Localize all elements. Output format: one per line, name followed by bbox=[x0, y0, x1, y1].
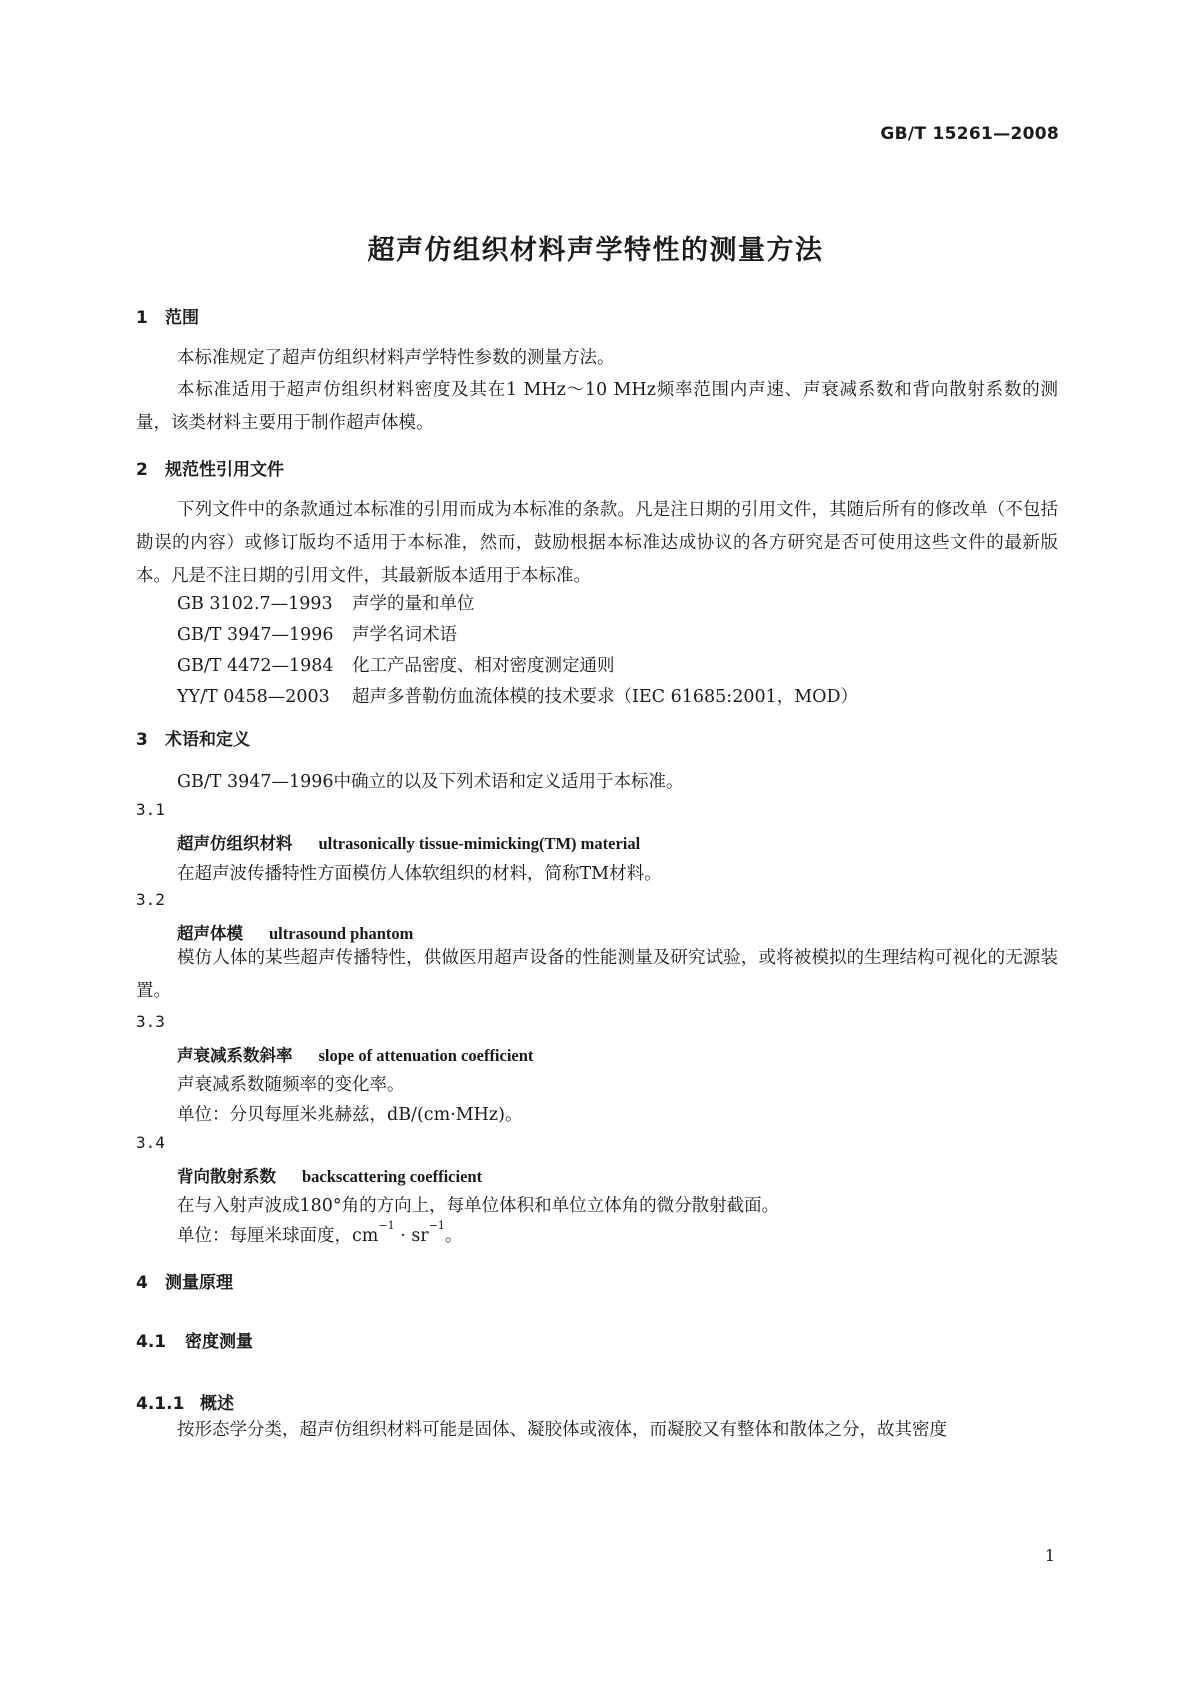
section-1-paragraph-2: 本标准适用于超声仿组织材料密度及其在1 MHz～10 MHz频率范围内声速、声衰减系数和背向散射系数的测量，该类材料主要用于制作超声体模。 bbox=[136, 380, 1058, 433]
subsection-title: 概述 bbox=[200, 1394, 234, 1414]
reference-title: 超声多普勒仿血流体模的技术要求（IEC 61685:2001，MOD） bbox=[352, 687, 859, 707]
section-4-heading bbox=[136, 1268, 233, 1293]
term-en: ultrasound phantom bbox=[269, 924, 414, 943]
section-number: 4 bbox=[136, 1273, 148, 1293]
term-zh: 超声仿组织材料 bbox=[177, 834, 293, 853]
section-title: 测量原理 bbox=[165, 1273, 233, 1293]
term-number: 3.1 bbox=[136, 800, 165, 819]
subsection-number: 4.1.1 bbox=[136, 1394, 185, 1414]
term-definition: 在与入射声波成180°角的方向上，每单位体积和单位立体角的微分散射截面。 bbox=[177, 1196, 780, 1216]
reference-code: GB/T 3947—1996 bbox=[177, 625, 334, 645]
term-definition: 声衰减系数随频率的变化率。 bbox=[177, 1075, 405, 1095]
section-number: 1 bbox=[136, 308, 148, 328]
term-definition: 在超声波传播特性方面模仿人体软组织的材料，简称TM材料。 bbox=[177, 864, 662, 884]
section-4-paragraph: 按形态学分类，超声仿组织材料可能是固体、凝胶体或液体，而凝胶又有整体和散体之分，故其密度 bbox=[177, 1420, 947, 1440]
term-number: 3.3 bbox=[136, 1012, 165, 1031]
term-zh: 超声体模 bbox=[177, 924, 243, 943]
reference-title: 声学名词术语 bbox=[352, 625, 457, 645]
section-2-paragraph: 下列文件中的条款通过本标准的引用而成为本标准的条款。凡是注日期的引用文件，其随后所有的修改单（不包括勘误的内容）或修订版均不适用于本标准，然而，鼓励根据本标准达成协议的各方研究是否可使用这些文件的最新版本。凡是不注日期的引用文件，其最新版本适用于本标准。 bbox=[136, 500, 1058, 586]
reference-item bbox=[177, 683, 858, 708]
term-heading bbox=[177, 830, 640, 854]
section-1-heading bbox=[136, 303, 199, 328]
reference-title: 声学的量和单位 bbox=[352, 594, 475, 614]
section-title: 范围 bbox=[165, 308, 199, 328]
term-zh: 声衰减系数斜率 bbox=[177, 1046, 293, 1065]
section-title: 术语和定义 bbox=[165, 730, 250, 750]
section-title: 规范性引用文件 bbox=[165, 460, 284, 480]
section-number: 2 bbox=[136, 460, 148, 480]
term-en: backscattering coefficient bbox=[302, 1167, 483, 1186]
reference-item bbox=[177, 652, 615, 677]
term-zh: 背向散射系数 bbox=[177, 1167, 276, 1186]
term-unit: 单位：每厘米球面度，$cm^{-1} \cdot sr^{-1}$。 bbox=[177, 1219, 463, 1246]
subsection-4-1-1-heading bbox=[136, 1389, 234, 1414]
subsection-title: 密度测量 bbox=[185, 1332, 253, 1352]
page-number: 1 bbox=[1044, 1546, 1055, 1565]
section-number: 3 bbox=[136, 730, 148, 750]
term-en: ultrasonically tissue-mimicking(TM) material bbox=[318, 834, 641, 853]
term-number: 3.4 bbox=[136, 1133, 165, 1152]
subsection-4-1-heading bbox=[136, 1327, 253, 1352]
standard-number: GB/T 15261—2008 bbox=[880, 124, 1059, 144]
term-heading bbox=[177, 1042, 533, 1066]
section-3-intro: GB/T 3947—1996中确立的以及下列术语和定义适用于本标准。 bbox=[177, 772, 684, 792]
reference-code: YY/T 0458—2003 bbox=[177, 687, 330, 707]
term-heading bbox=[177, 1163, 482, 1187]
term-definition: 模仿人体的某些超声传播特性，供做医用超声设备的性能测量及研究试验，或将被模拟的生理结构可视化的无源装置。 bbox=[136, 948, 1058, 1001]
reference-code: GB/T 4472—1984 bbox=[177, 656, 334, 676]
reference-title: 化工产品密度、相对密度测定通则 bbox=[352, 656, 615, 676]
section-3-heading bbox=[136, 725, 250, 750]
term-unit: 单位：分贝每厘米兆赫兹，dB/(cm·MHz)。 bbox=[177, 1105, 523, 1125]
reference-item bbox=[177, 590, 475, 615]
reference-item bbox=[177, 621, 457, 646]
document-title: 超声仿组织材料声学特性的测量方法 bbox=[367, 235, 824, 266]
term-en: slope of attenuation coefficient bbox=[318, 1046, 534, 1065]
term-number: 3.2 bbox=[136, 890, 165, 909]
subsection-number: 4.1 bbox=[136, 1332, 167, 1352]
section-1-paragraph-1: 本标准规定了超声仿组织材料声学特性参数的测量方法。 bbox=[177, 348, 615, 368]
term-heading bbox=[177, 920, 413, 944]
reference-code: GB 3102.7—1993 bbox=[177, 594, 333, 614]
section-2-heading bbox=[136, 455, 284, 480]
